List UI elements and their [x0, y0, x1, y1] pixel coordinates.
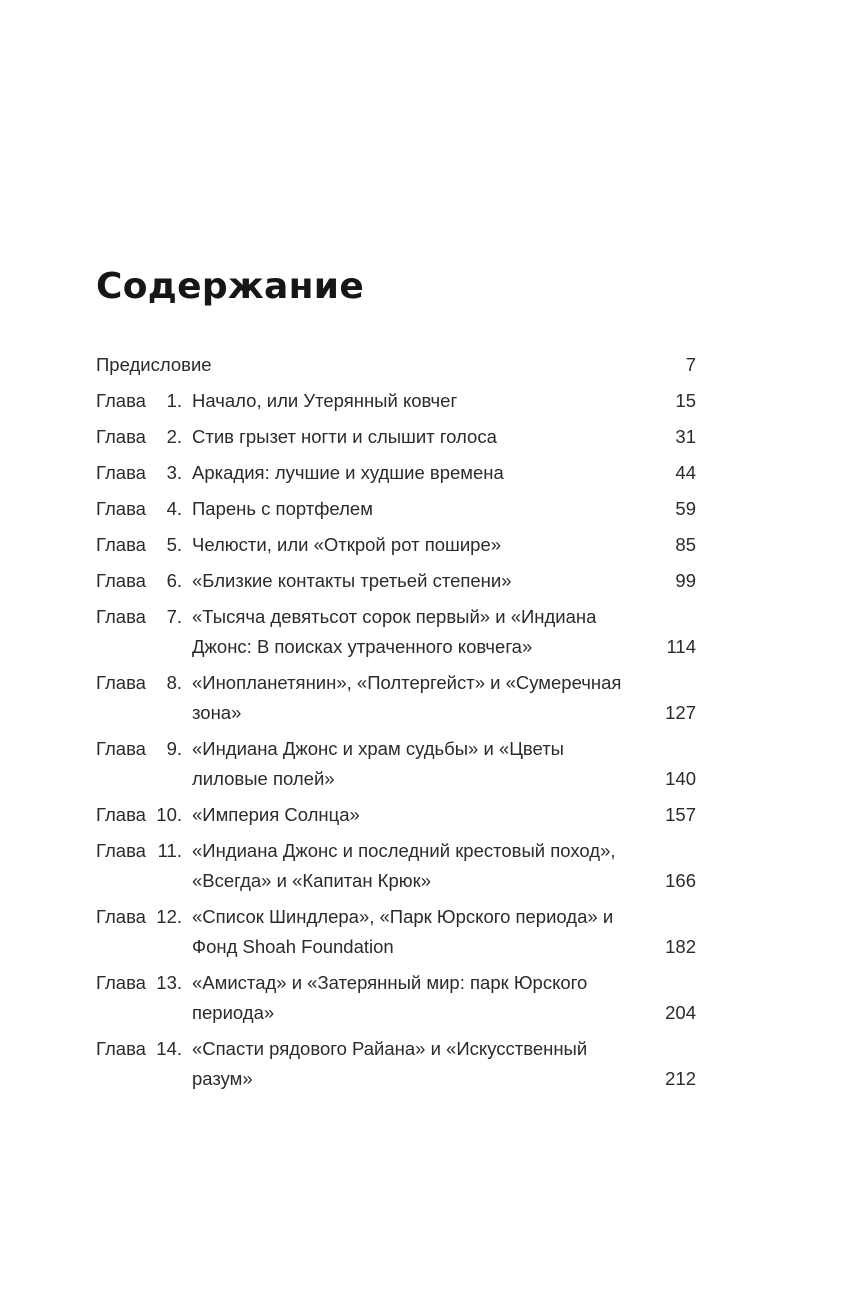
toc-entry-chapter-9[interactable] — [96, 734, 696, 794]
entry-title: «Тысяча девятьсот сорок первый» и «Индиана Джонс: В поисках утраченного ковчега» — [192, 606, 597, 657]
entry-title: «Империя Солнца» — [192, 804, 360, 825]
chapter-label: Глава — [96, 840, 146, 861]
entry-title: Предисловие — [96, 354, 212, 375]
page-number: 212 — [665, 1068, 696, 1089]
table-of-contents — [96, 350, 696, 1100]
chapter-label: Глава — [96, 570, 146, 591]
page-number: 59 — [675, 498, 696, 519]
page-number: 114 — [666, 636, 696, 657]
page-number: 99 — [675, 570, 696, 591]
entry-title: «Индиана Джонс и последний крестовый поход», «Всегда» и «Капитан Крюк» — [192, 840, 616, 891]
chapter-number: 13. — [156, 972, 182, 993]
chapter-number: 11. — [157, 840, 182, 861]
page-title: Содержание — [96, 266, 365, 307]
entry-title: «Амистад» и «Затерянный мир: парк Юрского периода» — [192, 972, 588, 1023]
toc-entry-chapter-14[interactable] — [96, 1034, 696, 1094]
chapter-label: Глава — [96, 1038, 146, 1059]
chapter-label: Глава — [96, 462, 146, 483]
toc-entry-chapter-4[interactable] — [96, 494, 696, 524]
chapter-number: 8. — [166, 672, 182, 693]
toc-entry-chapter-3[interactable] — [96, 458, 696, 488]
toc-entry-chapter-5[interactable] — [96, 530, 696, 560]
page-number: 15 — [675, 390, 696, 411]
page-number: 7 — [685, 354, 696, 375]
toc-entry-chapter-10[interactable] — [96, 800, 696, 830]
chapter-label: Глава — [96, 672, 146, 693]
page-number: 44 — [675, 462, 696, 483]
toc-entry-chapter-13[interactable] — [96, 968, 696, 1028]
toc-entry-chapter-2[interactable] — [96, 422, 696, 452]
toc-entry-preface[interactable] — [96, 350, 696, 380]
chapter-number: 7. — [166, 606, 182, 627]
chapter-label: Глава — [96, 426, 146, 447]
chapter-label: Глава — [96, 606, 146, 627]
entry-title: Начало, или Утерянный ковчег — [192, 390, 458, 411]
entry-title: «Индиана Джонс и храм судьбы» и «Цветы лиловые полей» — [192, 738, 564, 789]
chapter-number: 3. — [166, 462, 182, 483]
page-number: 127 — [665, 702, 696, 723]
chapter-number: 1. — [166, 390, 182, 411]
chapter-label: Глава — [96, 906, 146, 927]
chapter-label: Глава — [96, 738, 146, 759]
chapter-number: 10. — [156, 804, 182, 825]
chapter-label: Глава — [96, 498, 146, 519]
chapter-label: Глава — [96, 390, 146, 411]
entry-title: «Близкие контакты третьей степени» — [192, 570, 512, 591]
chapter-number: 14. — [156, 1038, 182, 1059]
entry-title: Стив грызет ногти и слышит голоса — [192, 426, 497, 447]
page-number: 140 — [665, 768, 696, 789]
chapter-number: 12. — [156, 906, 182, 927]
toc-entry-chapter-8[interactable] — [96, 668, 696, 728]
page-number: 204 — [665, 1002, 696, 1023]
toc-entry-chapter-1[interactable] — [96, 386, 696, 416]
page-number: 31 — [675, 426, 696, 447]
page-number: 85 — [675, 534, 696, 555]
chapter-number: 2. — [166, 426, 182, 447]
entry-title: «Инопланетянин», «Полтергейст» и «Сумеречная зона» — [192, 672, 622, 723]
entry-title: «Спасти рядового Райана» и «Искусственный разум» — [192, 1038, 588, 1089]
chapter-number: 9. — [166, 738, 182, 759]
toc-entry-chapter-12[interactable] — [96, 902, 696, 962]
chapter-number: 4. — [166, 498, 182, 519]
entry-title: Аркадия: лучшие и худшие времена — [192, 462, 504, 483]
page-number: 157 — [665, 804, 696, 825]
toc-entry-chapter-11[interactable] — [96, 836, 696, 896]
page-number: 166 — [665, 870, 696, 891]
chapter-label: Глава — [96, 972, 146, 993]
entry-title: Парень с портфелем — [192, 498, 373, 519]
chapter-label: Глава — [96, 534, 146, 555]
page-number: 182 — [665, 936, 696, 957]
entry-title: «Список Шиндлера», «Парк Юрского периода» и Фонд Shoah Foundation — [192, 906, 614, 957]
chapter-number: 6. — [166, 570, 182, 591]
chapter-number: 5. — [166, 534, 182, 555]
chapter-label: Глава — [96, 804, 146, 825]
entry-title: Челюсти, или «Открой рот пошире» — [192, 534, 502, 555]
toc-entry-chapter-6[interactable] — [96, 566, 696, 596]
toc-entry-chapter-7[interactable] — [96, 602, 696, 662]
